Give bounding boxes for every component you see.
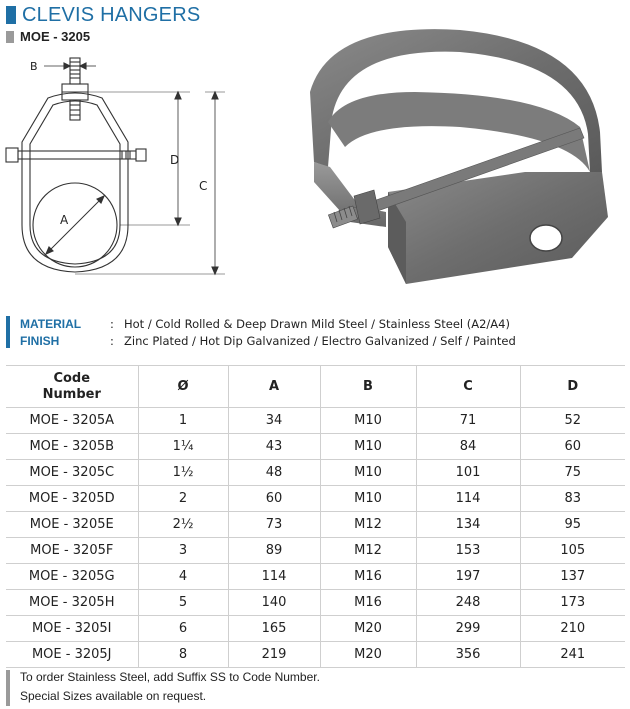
- cell-c: 153: [416, 538, 520, 564]
- cell-diameter: 1½: [138, 460, 228, 486]
- cell-diameter: 2½: [138, 512, 228, 538]
- cell-b: M10: [320, 486, 416, 512]
- cell-d: 75: [520, 460, 625, 486]
- col-header-b: B: [320, 366, 416, 408]
- cell-a: 43: [228, 434, 320, 460]
- cell-d: 241: [520, 642, 625, 668]
- cell-d: 83: [520, 486, 625, 512]
- note-special-sizes: Special Sizes available on request.: [20, 689, 207, 703]
- cell-c: 356: [416, 642, 520, 668]
- cell-a: 34: [228, 408, 320, 434]
- cell-a: 89: [228, 538, 320, 564]
- cell-c: 299: [416, 616, 520, 642]
- cell-diameter: 5: [138, 590, 228, 616]
- threaded-end: [328, 206, 357, 228]
- label-a: A: [60, 213, 69, 227]
- cell-b: M20: [320, 642, 416, 668]
- cell-code: MOE - 3205B: [6, 434, 138, 460]
- model-text: MOE - 3205: [20, 29, 91, 44]
- table-row: [6, 590, 625, 616]
- cell-d: 95: [520, 512, 625, 538]
- title-text: CLEVIS HANGERS: [22, 3, 201, 26]
- lower-strap: [22, 180, 128, 272]
- cell-code: MOE - 3205D: [6, 486, 138, 512]
- col-header-a: A: [228, 366, 320, 408]
- clevis-hanger-dimension-drawing: [0, 50, 240, 290]
- cell-b: M20: [320, 616, 416, 642]
- table-row: [6, 538, 625, 564]
- cell-code: MOE - 3205F: [6, 538, 138, 564]
- cell-d: 173: [520, 590, 625, 616]
- cell-code: MOE - 3205J: [6, 642, 138, 668]
- notes: [6, 668, 606, 706]
- spec-material-value: Hot / Cold Rolled & Deep Drawn Mild Steel / Stainless Steel (A2/A4): [124, 316, 510, 331]
- cell-diameter: 1: [138, 408, 228, 434]
- table-row: [6, 564, 625, 590]
- cell-b: M10: [320, 408, 416, 434]
- table-row: [6, 486, 625, 512]
- table-row: [6, 434, 625, 460]
- cell-c: 197: [416, 564, 520, 590]
- cell-c: 248: [416, 590, 520, 616]
- col-header-code: Code Number: [6, 366, 138, 408]
- cell-diameter: 2: [138, 486, 228, 512]
- cell-c: 114: [416, 486, 520, 512]
- cell-a: 73: [228, 512, 320, 538]
- note-stainless: To order Stainless Steel, add Suffix SS to Code Number.: [20, 670, 320, 684]
- spec-finish-label: FINISH: [20, 333, 60, 348]
- table-row: [6, 408, 625, 434]
- spec-colon: :: [110, 316, 114, 331]
- title-marker: [6, 6, 16, 24]
- cell-code: MOE - 3205A: [6, 408, 138, 434]
- cell-d: 210: [520, 616, 625, 642]
- label-b: B: [30, 60, 38, 73]
- spec-finish-row: [6, 332, 626, 349]
- bolt-hole: [530, 225, 562, 251]
- cell-d: 137: [520, 564, 625, 590]
- cell-a: 60: [228, 486, 320, 512]
- cell-a: 114: [228, 564, 320, 590]
- cell-b: M16: [320, 564, 416, 590]
- cell-b: M10: [320, 434, 416, 460]
- cell-diameter: 4: [138, 564, 228, 590]
- cell-a: 48: [228, 460, 320, 486]
- clevis-hanger-product-image: [290, 22, 620, 290]
- col-header-diameter: Ø: [138, 366, 228, 408]
- cell-diameter: 3: [138, 538, 228, 564]
- cell-c: 134: [416, 512, 520, 538]
- cell-d: 60: [520, 434, 625, 460]
- cross-bolt: [18, 151, 136, 159]
- cell-d: 105: [520, 538, 625, 564]
- label-d: D: [170, 153, 180, 167]
- table-row: [6, 642, 625, 668]
- cell-d: 52: [520, 408, 625, 434]
- spec-material-label: MATERIAL: [20, 316, 82, 331]
- cell-code: MOE - 3205H: [6, 590, 138, 616]
- col-header-c: C: [416, 366, 520, 408]
- cell-code: MOE - 3205I: [6, 616, 138, 642]
- cell-code: MOE - 3205E: [6, 512, 138, 538]
- model-marker: [6, 31, 14, 43]
- cell-code: MOE - 3205G: [6, 564, 138, 590]
- cell-b: M12: [320, 512, 416, 538]
- specifications: [6, 315, 626, 349]
- spec-marker: [6, 316, 10, 348]
- cell-b: M10: [320, 460, 416, 486]
- notes-marker: [6, 670, 10, 706]
- page-title: [6, 4, 200, 26]
- cell-a: 219: [228, 642, 320, 668]
- cell-c: 71: [416, 408, 520, 434]
- table-header-row: [6, 366, 625, 408]
- spec-colon: :: [110, 333, 114, 348]
- cell-code: MOE - 3205C: [6, 460, 138, 486]
- dimension-table: [6, 365, 625, 668]
- table-row: [6, 616, 625, 642]
- cell-b: M12: [320, 538, 416, 564]
- table-row: [6, 460, 625, 486]
- cell-a: 165: [228, 616, 320, 642]
- cell-b: M16: [320, 590, 416, 616]
- col-header-d: D: [520, 366, 625, 408]
- cell-a: 140: [228, 590, 320, 616]
- table-row: [6, 512, 625, 538]
- cell-c: 84: [416, 434, 520, 460]
- cell-diameter: 6: [138, 616, 228, 642]
- spec-material-row: [6, 315, 626, 332]
- cell-c: 101: [416, 460, 520, 486]
- spec-finish-value: Zinc Plated / Hot Dip Galvanized / Electro Galvanized / Self / Painted: [124, 333, 516, 348]
- cell-diameter: 8: [138, 642, 228, 668]
- outer-strap: [22, 93, 128, 180]
- model-number: [6, 29, 90, 44]
- cell-diameter: 1¼: [138, 434, 228, 460]
- label-c: C: [199, 179, 208, 193]
